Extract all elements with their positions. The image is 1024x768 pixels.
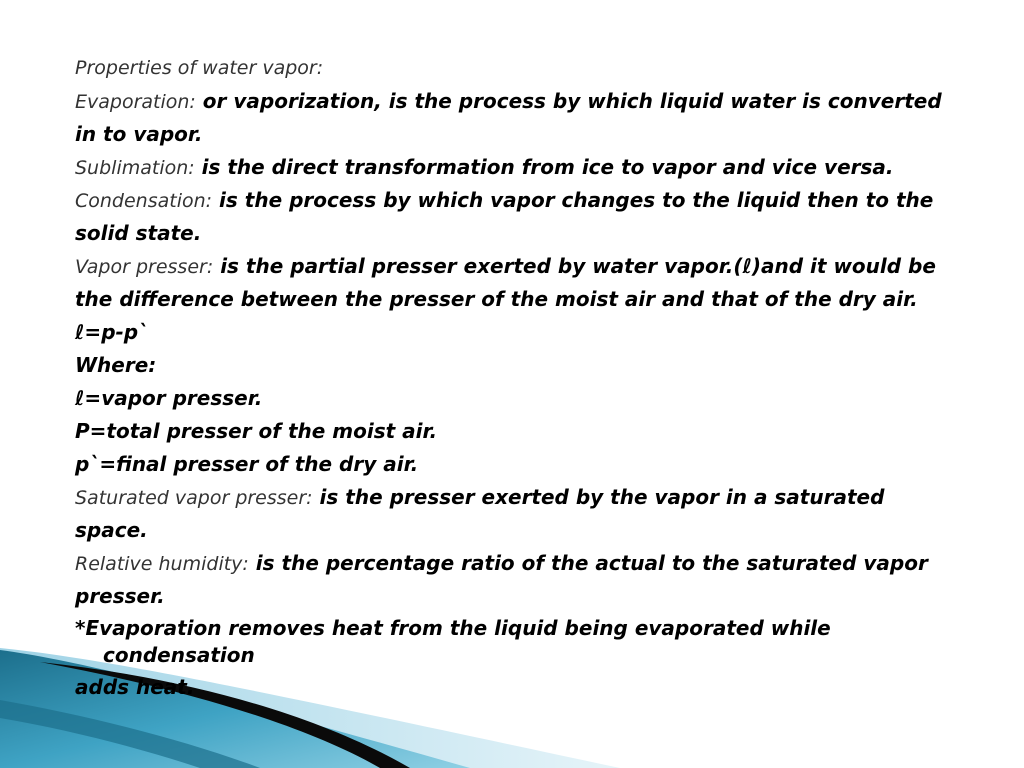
relative-humidity-line-1 — [75, 547, 955, 580]
saturated-definition: is the presser exerted by the vapor in a saturated — [312, 485, 885, 509]
vapor-presser-line-1 — [75, 250, 955, 283]
evaporation-term: Evaporation: — [75, 91, 196, 113]
evaporation-line-2: in to vapor. — [75, 122, 203, 146]
legend-vapor-presser: ℓ=vapor presser. — [75, 386, 263, 410]
sublimation-term: Sublimation: — [75, 157, 195, 179]
condensation-line-2: solid state. — [75, 221, 202, 245]
relative-humidity-line-2: presser. — [75, 584, 165, 608]
relative-humidity-definition: is the percentage ratio of the actual to the saturated vapor — [248, 551, 928, 575]
evaporation-note: *Evaporation removes heat from the liquid being evaporated while condensation — [75, 616, 831, 667]
legend-dry-air-presser: p`=final presser of the dry air. — [75, 452, 419, 476]
formula: ℓ=p-p` — [75, 320, 149, 344]
saturated-term: Saturated vapor presser: — [75, 487, 313, 509]
legend-total-presser: P=total presser of the moist air. — [75, 419, 438, 443]
vapor-presser-term: Vapor presser: — [75, 256, 214, 278]
condensation-definition: is the process by which vapor changes to the liquid then to the — [212, 188, 934, 212]
evaporation-line-1 — [75, 85, 955, 118]
condensation-term: Condensation: — [75, 190, 213, 212]
sublimation-definition: is the direct transformation from ice to vapor and vice versa. — [194, 155, 894, 179]
saturated-line-1 — [75, 481, 955, 514]
vapor-presser-line-2: the difference between the presser of the moist air and that of the dry air. — [75, 287, 918, 311]
where-label: Where: — [75, 353, 157, 377]
evaporation-note-end: adds heat. — [75, 675, 195, 699]
condensation-line-1 — [75, 184, 955, 217]
sublimation-line — [75, 151, 955, 184]
slide-body — [75, 52, 955, 704]
slide-title: Properties of water vapor: — [75, 57, 324, 79]
relative-humidity-term: Relative humidity: — [75, 553, 249, 575]
saturated-line-2: space. — [75, 518, 148, 542]
vapor-presser-definition: is the partial presser exerted by water vapor.(ℓ)and it would be — [213, 254, 936, 278]
evaporation-definition: or vaporization, is the process by which liquid water is converted — [195, 89, 942, 113]
